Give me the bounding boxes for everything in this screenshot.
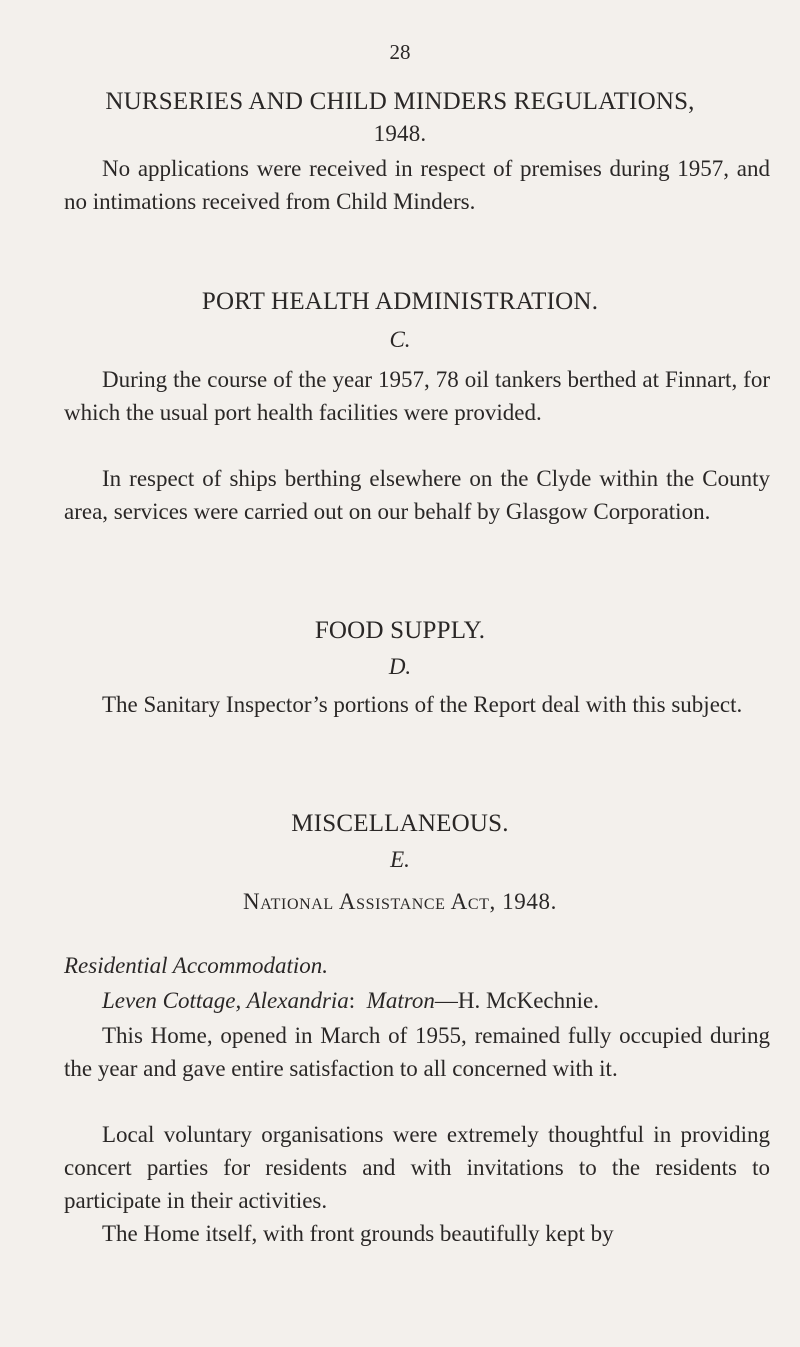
home-paragraph-2: Local voluntary organisations were extremely thoughtful in providing concert parties for residents and with invitations to the residents to participate in their activities. — [64, 1122, 770, 1213]
national-assistance-subheading: National Assistance Act, 1948. — [243, 889, 557, 914]
port-health-heading: PORT HEALTH ADMINISTRATION. — [201, 288, 599, 315]
nurseries-paragraph: No applications were received in respect of premises during 1957, and no intimations received from Child Minders. — [64, 156, 770, 214]
matron-name: —H. McKechnie. — [434, 988, 599, 1013]
home-paragraph-1: This Home, opened in March of 1955, remained fully occupied during the year and gave entire satisfaction to all concerned with it. — [64, 1023, 770, 1081]
miscellaneous-heading: MISCELLANEOUS. — [291, 810, 509, 837]
food-supply-letter: D. — [388, 654, 412, 679]
nurseries-heading: NURSERIES AND CHILD MINDERS REGULATIONS, — [105, 88, 695, 115]
food-supply-heading: FOOD SUPPLY. — [314, 617, 486, 644]
nurseries-heading-year: 1948. — [373, 121, 427, 146]
food-supply-paragraph: The Sanitary Inspector’s portions of the Report deal with this subject. — [102, 692, 743, 717]
port-health-paragraph-2: In respect of ships berthing elsewhere on the Clyde within the County area, services were carried out on our behalf by Glasgow Corporation. — [64, 466, 770, 524]
page-number: 28 — [389, 40, 411, 64]
matron-label: Matron — [366, 988, 435, 1013]
port-health-letter: C. — [389, 327, 411, 352]
miscellaneous-letter: E. — [390, 847, 410, 872]
residential-accommodation-heading: Residential Accommodation. — [64, 953, 329, 978]
home-colon: : — [348, 988, 356, 1013]
home-paragraph-3: The Home itself, with front grounds beautifully kept by — [102, 1221, 614, 1246]
port-health-paragraph-1: During the course of the year 1957, 78 oil tankers berthed at Finnart, for which the usual port health facilities were provided. — [64, 367, 770, 425]
home-name: Leven Cottage, Alexandria — [102, 988, 349, 1013]
home-matron-line — [102, 985, 770, 1017]
